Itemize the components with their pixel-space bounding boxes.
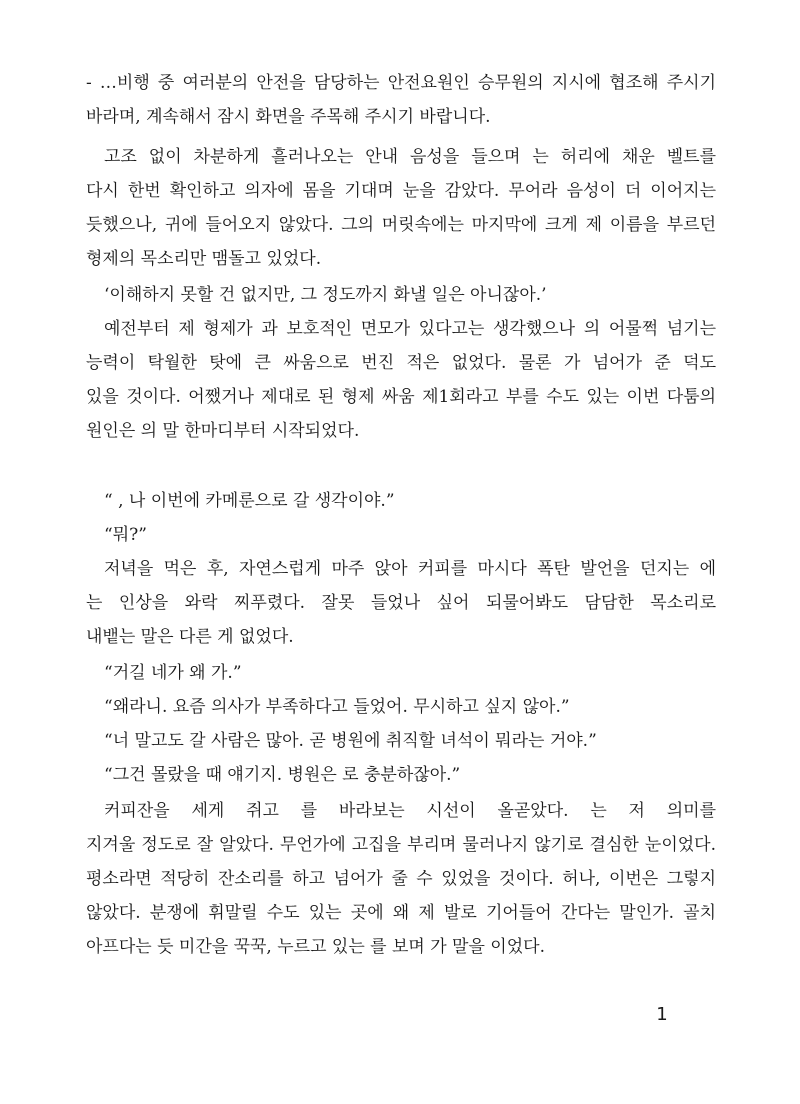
text-line: 아프다는 듯 미간을 꾹꾹, 누르고 있는 를 보며 가 말을 이었다. <box>86 937 545 957</box>
text-line: 커피잔을 세게 쥐고 를 바라보는 시선이 올곧았다. 는 저 의미를 <box>104 801 716 821</box>
text-line: ‘이해하지 못할 건 없지만, 그 정도까지 화낼 일은 아니잖아.’ <box>104 285 547 305</box>
text-line: 평소라면 적당히 잔소리를 하고 넘어가 줄 수 있었을 것이다. 허나, 이번은 그렇지 <box>86 869 716 889</box>
text-line: 지겨울 정도로 잘 알았다. 무언가에 고집을 부리며 물러나지 않기로 결심한 눈이었다. <box>86 835 716 855</box>
text-line: 는 인상을 와락 찌푸렸다. 잘못 들었나 싶어 되물어봐도 담담한 목소리로 <box>86 593 716 613</box>
text-line: - …비행 중 여러분의 안전을 담당하는 안전요원인 승무원의 지시에 협조해 주시기 <box>86 73 716 93</box>
text-line: “너 말고도 갈 사람은 많아. 곧 병원에 취직할 녀석이 뭐라는 거야.” <box>104 731 597 751</box>
text-line: “그건 몰랐을 때 얘기지. 병원은 로 충분하잖아.” <box>104 765 461 785</box>
text-line: 형제의 목소리만 맴돌고 있었다. <box>86 249 322 269</box>
text-line: 저녁을 먹은 후, 자연스럽게 마주 앉아 커피를 마시다 폭탄 발언을 던지는 에 <box>104 559 716 579</box>
text-line: 바라며, 계속해서 잠시 화면을 주목해 주시기 바랍니다. <box>86 107 491 127</box>
text-line: “왜라니. 요즘 의사가 부족하다고 들었어. 무시하고 싶지 않아.” <box>104 697 570 717</box>
text-line: 않았다. 분쟁에 휘말릴 수도 있는 곳에 왜 제 발로 기어들어 간다는 말인가. 골치 <box>86 903 716 923</box>
text-line: 내뱉는 말은 다른 게 없었다. <box>86 627 294 647</box>
text-line: 다시 한번 확인하고 의자에 몸을 기대며 눈을 감았다. 무어라 음성이 더 이어지는 <box>86 181 716 201</box>
text-line: “ , 나 이번에 카메룬으로 갈 생각이야.” <box>104 491 395 511</box>
text-line: 있을 것이다. 어쨌거나 제대로 된 형제 싸움 제1회라고 부를 수도 있는 이번 다툼의 <box>86 387 716 407</box>
text-line: 능력이 탁월한 탓에 큰 싸움으로 번진 적은 없었다. 물론 가 넘어가 준 덕도 <box>86 353 716 373</box>
text-line: 듯했으나, 귀에 들어오지 않았다. 그의 머릿속에는 마지막에 크게 제 이름을 부르던 <box>86 215 716 235</box>
text-line: 예전부터 제 형제가 과 보호적인 면모가 있다고는 생각했으나 의 어물쩍 넘기는 <box>104 319 716 339</box>
page-number: 1 <box>656 1004 668 1025</box>
text-line: 고조 없이 차분하게 흘러나오는 안내 음성을 들으며 는 허리에 채운 벨트를 <box>104 147 716 167</box>
text-line: “뭐?” <box>104 525 147 545</box>
text-line: 원인은 의 말 한마디부터 시작되었다. <box>86 421 360 441</box>
text-line: “거길 네가 왜 가.” <box>104 663 242 683</box>
